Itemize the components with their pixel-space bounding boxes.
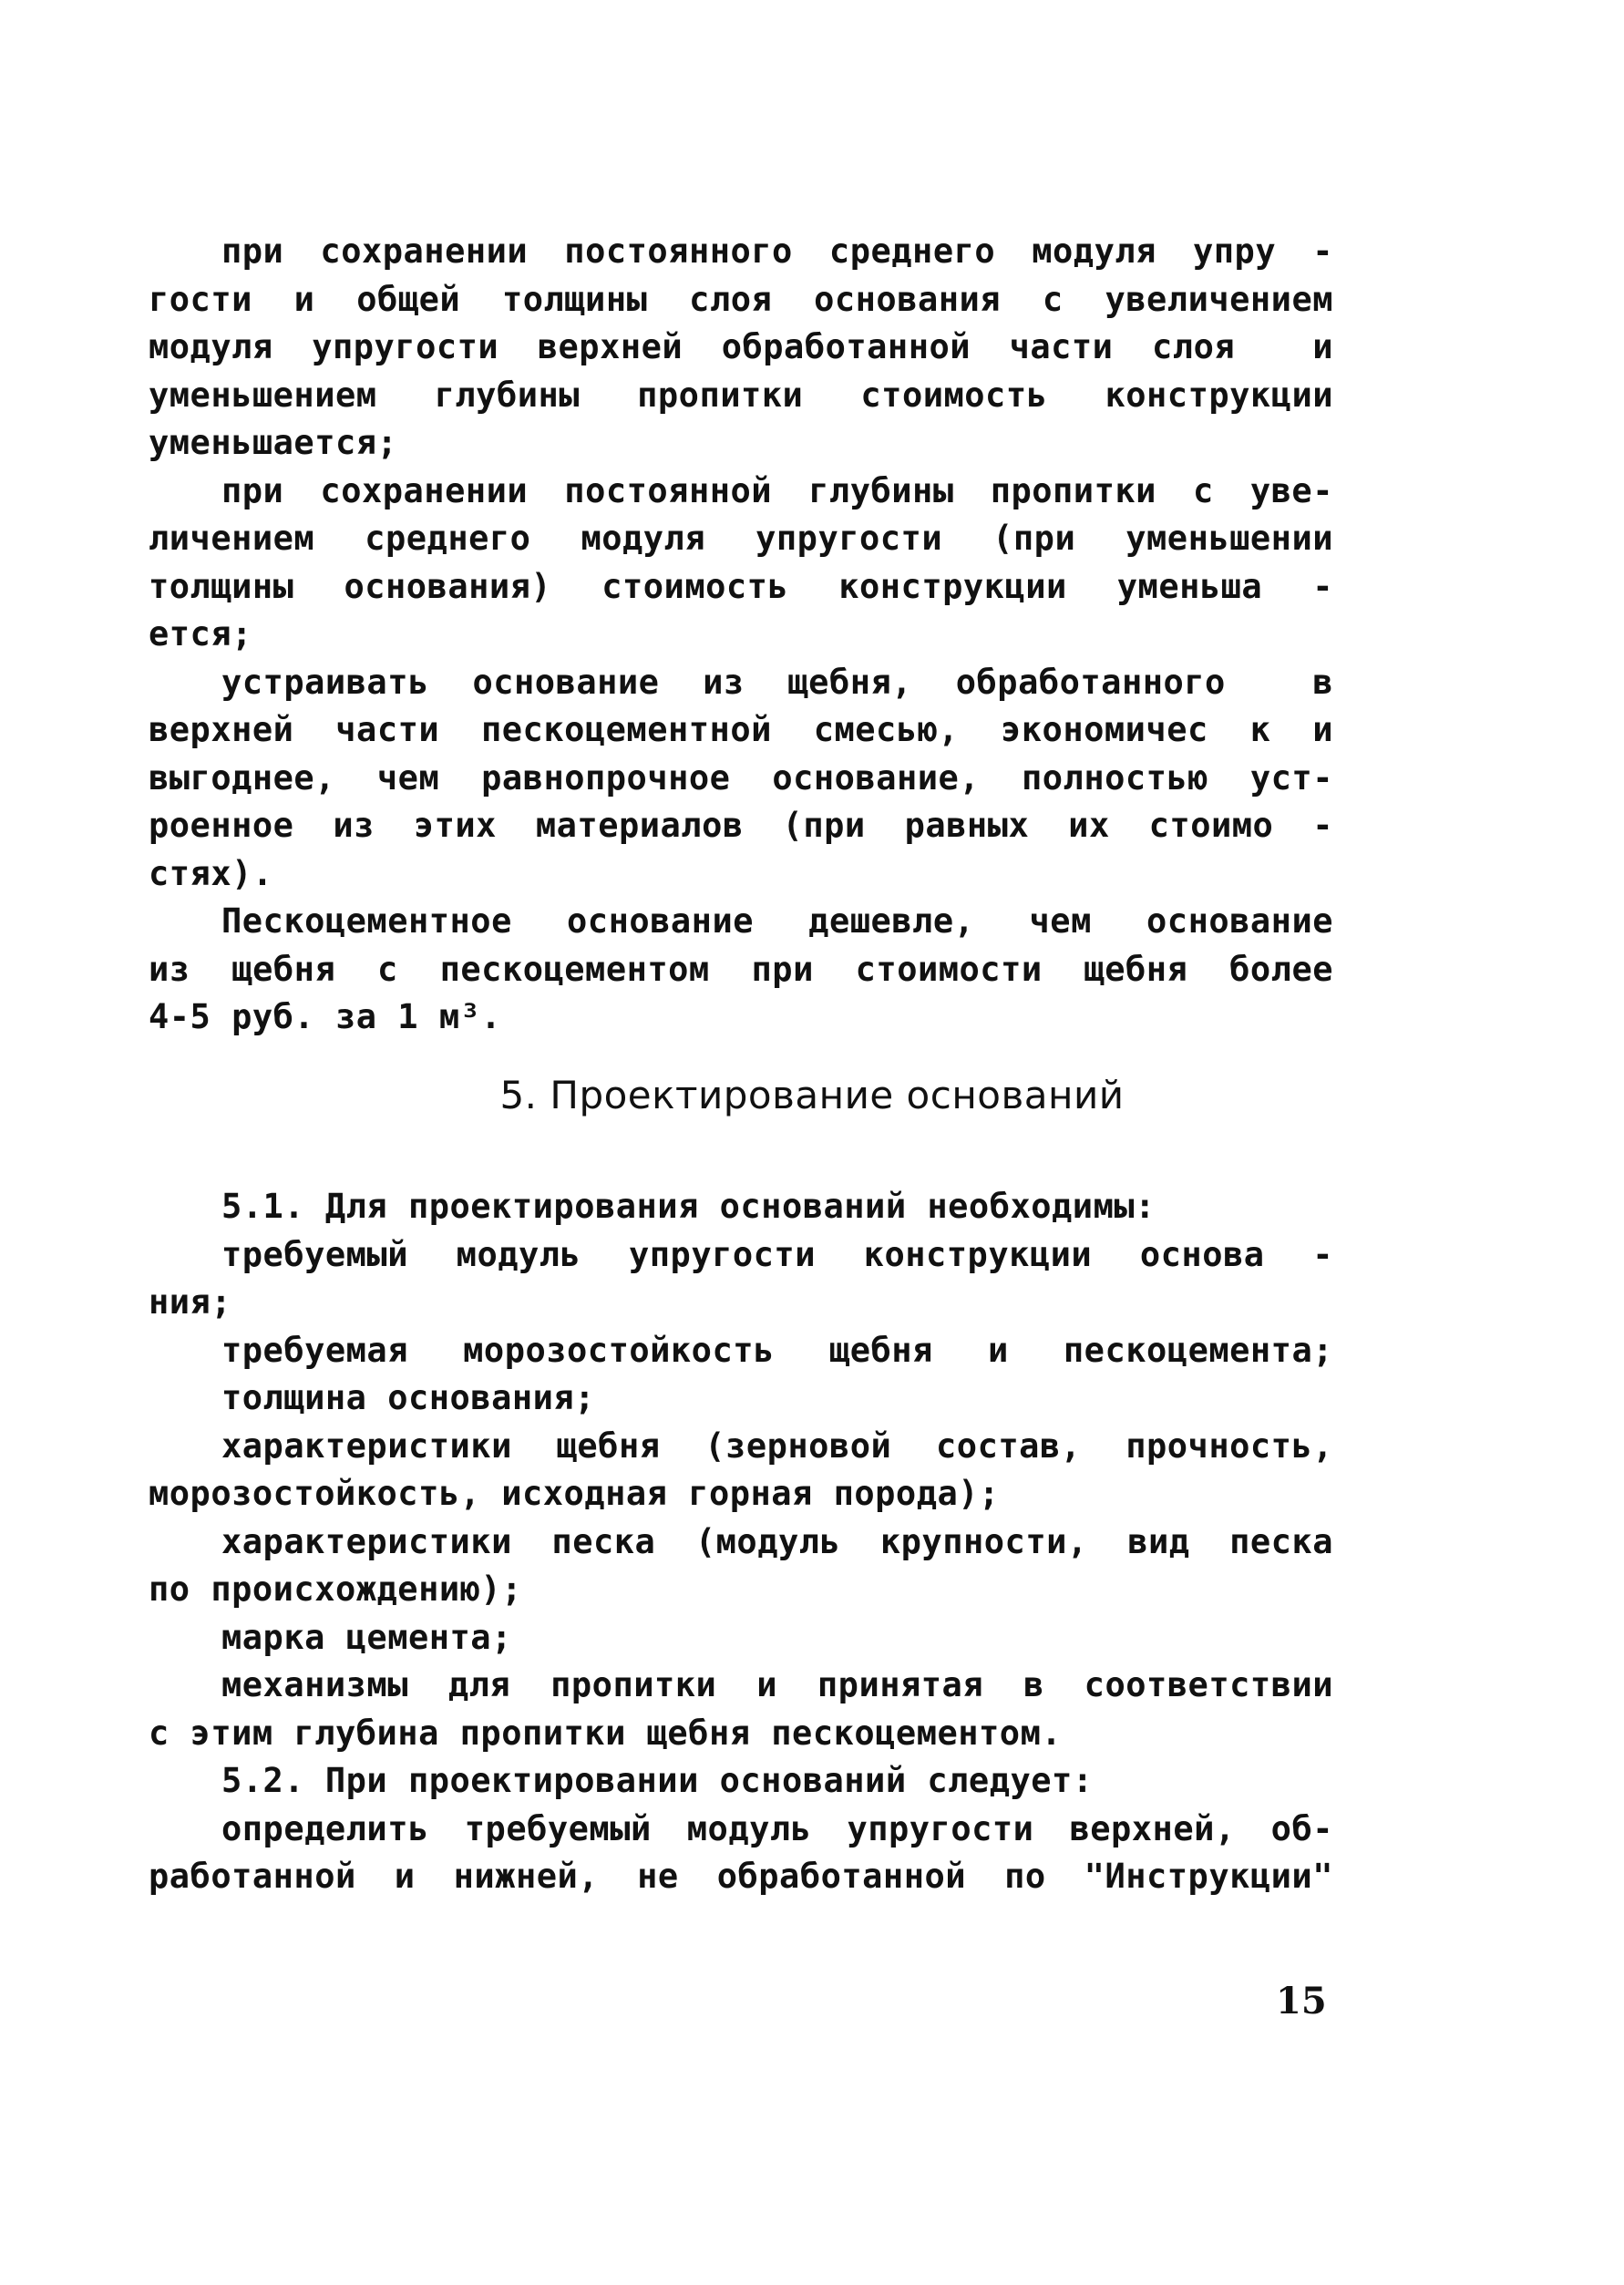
text-line: роенное из этих материалов (при равных их стоимо - — [149, 806, 1333, 845]
text-line: верхней части пескоцементной смесью, экономичес к и — [149, 710, 1333, 749]
text-line: Пескоцементное основание дешевле, чем основание — [221, 901, 1333, 941]
text-line: модуля упругости верхней обработанной части слоя и — [149, 327, 1333, 366]
text-line: стях). — [149, 853, 273, 893]
text-block-1 — [149, 228, 1333, 1042]
text-line: ния; — [149, 1282, 232, 1322]
text-line: характеристики щебня (зерновой состав, прочность, — [221, 1426, 1333, 1466]
text-line: по происхождению); — [149, 1570, 522, 1609]
text-line: определить требуемый модуль упругости верхней, об- — [221, 1808, 1333, 1848]
text-line: с этим глубина пропитки щебня пескоцементом. — [149, 1713, 1063, 1753]
text-line: выгоднее, чем равнопрочное основание, полностью уст- — [149, 757, 1333, 798]
text-line: из щебня с пескоцементом при стоимости щебня более — [149, 949, 1333, 989]
text-line: гости и общей толщины слоя основания с увеличением — [149, 279, 1333, 319]
text-line: толщина основания; — [221, 1378, 595, 1417]
text-line: морозостойкость, исходная горная порода); — [149, 1474, 1000, 1513]
text-block-2 — [149, 1183, 1333, 1901]
text-line: ется; — [149, 614, 252, 654]
text-line: марка цемента; — [221, 1617, 512, 1657]
text-line: личением среднего модуля упругости (при уменьшении — [149, 519, 1333, 558]
text-line: уменьшением глубины пропитки стоимость конструкции — [149, 375, 1333, 415]
text-line: устраивать основание из щебня, обработанного в — [221, 662, 1333, 702]
text-line: уменьшается; — [149, 423, 398, 462]
text-line: толщины основания) стоимость конструкции уменьша - — [149, 566, 1333, 606]
page-number: 15 — [1276, 1980, 1327, 2023]
text-line: 4-5 руб. за 1 м³. — [149, 997, 502, 1036]
text-line: требуемая морозостойкость щебня и пескоцемента; — [221, 1330, 1333, 1370]
section-heading: 5. Проектирование оснований — [499, 1073, 1125, 1117]
text-line: при сохранении постоянной глубины пропитки с уве- — [221, 470, 1333, 510]
text-line: механизмы для пропитки и принятая в соответствии — [221, 1665, 1333, 1704]
text-line: при сохранении постоянного среднего модуля упру - — [221, 232, 1333, 271]
text-line: 5.2. При проектировании оснований следует: — [221, 1761, 1094, 1800]
text-line: 5.1. Для проектирования оснований необходимы: — [221, 1187, 1156, 1226]
text-line: работанной и нижней, не обработанной по "Инструкции" — [149, 1857, 1333, 1896]
text-line: требуемый модуль упругости конструкции основа - — [221, 1234, 1333, 1274]
text-line: характеристики песка (модуль крупности, вид песка — [221, 1521, 1333, 1561]
